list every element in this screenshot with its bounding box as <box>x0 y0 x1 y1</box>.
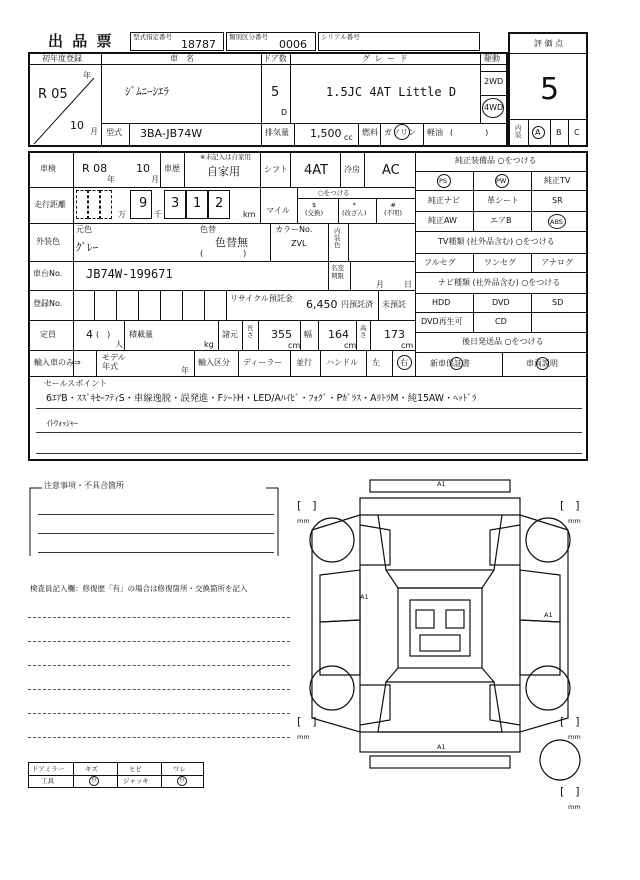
tv-title: TV種類 (社外品含む) ○をつける <box>438 237 555 246</box>
capacity-person-unit: 人 <box>115 340 123 349</box>
fuel-value: ガソリン <box>384 128 416 137</box>
model-value: ｼﾞﾑﾆｰｼｴﾗ <box>125 85 169 98</box>
color-code-label: カラーNo. <box>275 225 313 234</box>
score-value: 5 <box>540 72 560 107</box>
interior-color-label: 内装色 <box>334 227 341 250</box>
legend-tool: 工具 <box>41 777 54 785</box>
type-cert-cell <box>130 32 224 51</box>
inspector-title: 検査員記入欄：修復歴「有」の場合は修復箇所・交換箇所を記入 <box>30 584 248 593</box>
category-cell <box>226 32 316 51</box>
capacity-label: 定員 <box>40 330 56 339</box>
recycle-suffix: 円預託済 <box>341 300 373 309</box>
tv-oneseg: ワンセグ <box>484 258 516 267</box>
drive-4wd: 4WD <box>484 103 504 112</box>
mileage-digit-1: 1 <box>193 196 202 211</box>
mileage-digit-cell-2 <box>88 190 100 219</box>
shaken-label: 車検 <box>40 164 56 173</box>
chassis-value: JB74W-199671 <box>86 267 173 281</box>
height-label: 高さ <box>360 324 367 339</box>
measure-bracket-front-left: [ ] <box>297 499 317 512</box>
score-box <box>508 32 588 147</box>
measure-bracket-rear-left: [ ] <box>297 715 317 728</box>
type-cert-label: 型式指定番号 <box>133 33 172 41</box>
exterior-color-label: 外装色 <box>36 237 60 246</box>
navi-cd: CD <box>495 317 507 326</box>
score-label: 評 価 点 <box>534 39 564 48</box>
equip-sr: SR <box>552 196 563 205</box>
model-label: 車 名 <box>170 54 194 63</box>
handle-right: 右 <box>400 358 408 367</box>
original-color-label: 元色 <box>76 225 92 234</box>
history-label: 車歴 <box>164 164 180 173</box>
equip-aw: 純正AW <box>428 216 457 225</box>
shift-value: 4AT <box>304 163 329 178</box>
import-parallel: 並行 <box>296 358 312 367</box>
original-color-value: ｸﾞﾚｰ <box>76 241 98 254</box>
recycle-unpaid-label: 未預託 <box>382 300 406 309</box>
damage-mark-rear: A1 <box>437 743 446 751</box>
equip-ps: PS <box>439 177 448 185</box>
legend-header-mirror: ドアミラー <box>32 765 65 773</box>
displacement-unit: cc <box>344 133 353 142</box>
interior-option-a: A <box>535 128 541 137</box>
name-change-day-unit: 日 <box>404 280 412 289</box>
measure-bracket-rear-right: [ ] <box>560 715 580 728</box>
first-reg-era: R 05 <box>38 87 68 102</box>
measure-bracket-spare: [ ] <box>560 785 580 798</box>
mileage-circle-note: ○をつける <box>318 189 350 197</box>
dims-label: 諸元 <box>222 330 238 339</box>
load-label: 積載量 <box>129 330 153 339</box>
height-unit: cm <box>401 341 414 350</box>
legend-jack-value: 有 <box>179 777 185 783</box>
mileage-digit-2: 2 <box>215 196 224 211</box>
first-reg-month-unit: 月 <box>90 127 98 136</box>
measure-bracket-front-right: [ ] <box>560 499 580 512</box>
first-reg-month: 10 <box>70 119 84 132</box>
measure-unit-front-left: mm <box>297 517 310 525</box>
shift-label: シフト <box>264 165 288 174</box>
legend-table <box>28 762 204 788</box>
shaken-year-unit: 年 <box>107 175 115 184</box>
width-unit: cm <box>344 341 357 350</box>
mileage-digit-cell-3 <box>100 190 112 219</box>
interior-option-c: C <box>574 128 580 137</box>
grade-value: 1.5JC 4AT Little D <box>326 85 457 99</box>
registration-label: 登録No. <box>33 299 63 308</box>
later-title: 後日発送品 ○をつける <box>462 337 544 346</box>
repaint-paren: ( ) <box>200 249 247 258</box>
handle-left: 左 <box>372 358 380 367</box>
damage-mark-left: A1 <box>360 593 369 601</box>
load-kg: kg <box>204 340 214 349</box>
capacity-value: 4 <box>86 328 93 341</box>
equip-abs: ABS <box>550 218 563 226</box>
legend-tool-value: 有 <box>91 777 97 783</box>
doors-value: 5 <box>271 85 280 100</box>
mileage-sen: 千 <box>154 210 162 219</box>
doors-label: ドア数 <box>263 54 287 63</box>
mileage-unit-tamper: * (改ざん) <box>342 201 367 217</box>
import-dealer: ディーラー <box>243 358 283 367</box>
measure-unit-front-right: mm <box>568 517 581 525</box>
history-value: 自家用 <box>207 165 240 178</box>
interior-option-b: B <box>556 128 562 137</box>
category-value: 0006 <box>279 38 307 51</box>
model-year-unit: 年 <box>181 366 189 375</box>
diesel-label: 軽油 <box>427 128 443 137</box>
mileage-unit-unknown: # (不明) <box>384 201 403 217</box>
mileage-unit-exchange: $ (交換) <box>305 201 324 217</box>
navi-title: ナビ種類 (社外品含む) ○をつける <box>438 278 561 287</box>
later-warranty: 新車保証書 <box>430 359 470 368</box>
mileage-man: 万 <box>118 210 126 219</box>
shaken-month: 10 <box>136 162 150 175</box>
interior-label: 内装 <box>515 124 522 139</box>
navi-dvd-play: DVD再生可 <box>421 317 463 326</box>
later-manual: 車両説明 <box>526 359 558 368</box>
serial-cell <box>318 32 480 51</box>
model-year-label: モデル年式 <box>102 353 126 371</box>
equip-pw: PW <box>496 177 507 185</box>
sales-points-line2: ｲﾄｳｫｯｼｬｰ <box>46 419 78 428</box>
legend-header-break: ワレ <box>173 765 186 773</box>
mileage-km: km <box>243 210 256 219</box>
shaken-year: R 08 <box>82 162 108 175</box>
grade-label: グ レ ー ド <box>362 54 409 63</box>
damage-mark-right: A1 <box>544 611 553 619</box>
repaint-value: 色替無 <box>215 236 248 249</box>
drive-2wd: 2WD <box>484 77 504 86</box>
doors-suffix: D <box>281 108 288 117</box>
equip-leather: 革シート <box>487 196 519 205</box>
color-code-value: ZVL <box>291 239 307 248</box>
import-type-label: 輸入区分 <box>198 358 230 367</box>
car-damage-diagram <box>290 470 590 820</box>
equip-airbag: エアB <box>490 216 512 225</box>
mileage-unit-mile: マイル <box>266 206 290 215</box>
legend-header-scratch: キズ <box>85 765 98 773</box>
history-note: ※未記入は自家用 <box>200 153 251 161</box>
mileage-digit-9: 9 <box>139 196 148 211</box>
type-value: 3BA-JB74W <box>140 127 203 140</box>
tv-analog: アナログ <box>541 258 573 267</box>
ac-value: AC <box>382 163 400 178</box>
length-unit: cm <box>288 341 301 350</box>
recycle-label: リサイクル預託金 <box>230 294 293 303</box>
fuel-label: 燃料 <box>362 128 378 137</box>
drive-label: 駆動 <box>484 54 500 63</box>
mileage-label: 走行距離 <box>34 200 66 209</box>
tv-fullseg: フルセグ <box>424 258 456 267</box>
displacement-label: 排気量 <box>265 128 289 137</box>
measure-unit-spare: mm <box>568 803 581 811</box>
capacity-paren: ( ) <box>96 330 111 339</box>
name-change-month-unit: 月 <box>376 280 384 289</box>
sales-points-label: セールスポイント <box>44 379 108 388</box>
displacement-value: 1,500 <box>310 127 342 140</box>
damage-mark-front: A1 <box>437 480 446 488</box>
equip-tv: 純正TV <box>544 176 571 185</box>
equipment-title: 純正装備品 ○をつける <box>455 156 537 165</box>
ac-label: 冷房 <box>344 165 360 174</box>
navi-sd: SD <box>552 298 564 307</box>
repaint-label: 色替 <box>200 225 216 234</box>
name-change-label: 名変期限 <box>331 264 344 280</box>
navi-hdd: HDD <box>432 298 451 307</box>
type-label: 型式 <box>106 128 122 137</box>
legend-jack: ジャッキ <box>123 777 149 785</box>
measure-unit-rear-right: mm <box>568 733 581 741</box>
type-cert-value: 18787 <box>181 38 216 51</box>
measure-unit-rear-left: mm <box>297 733 310 741</box>
diesel-paren: ( ) <box>450 128 489 137</box>
first-reg-year-unit: 年 <box>83 71 91 80</box>
recycle-value: 6,450 <box>306 298 338 311</box>
width-value: 164 <box>328 328 349 341</box>
first-reg-label: 初年度登録 <box>42 54 82 63</box>
mileage-digit-3: 3 <box>171 196 180 211</box>
sales-points-line1: 6ｴｱB・ｽｽﾞｷｾｰﾌﾃｨS・車線逸脱・誤発進・FｼｰﾄH・LED/Aﾊｲﾋﾞ・ﾌｫｸﾞ・Pｶﾞﾗｽ・AﾘﾄﾗM・純15AW・ﾍｯﾄﾞﾗ <box>46 393 477 404</box>
legend-header-crack: ヒビ <box>129 765 142 773</box>
length-value: 355 <box>271 328 292 341</box>
equip-navi: 純正ナビ <box>428 196 460 205</box>
notes-title: 注意事項・不具合箇所 <box>44 481 124 490</box>
handle-label: ハンドル <box>326 358 358 367</box>
serial-label: シリアル番号 <box>321 33 360 41</box>
mileage-digit-cell-1 <box>76 190 88 219</box>
width-label: 幅 <box>304 330 312 339</box>
length-label: 長さ <box>247 324 254 339</box>
import-label: 輸入車のみ⇒ <box>34 358 81 367</box>
category-label: 類別区分番号 <box>229 33 268 41</box>
form-title: 出 品 票 <box>48 32 114 50</box>
shaken-month-unit: 月 <box>151 175 159 184</box>
height-value: 173 <box>384 328 405 341</box>
chassis-label: 車台No. <box>33 269 63 278</box>
navi-dvd: DVD <box>492 298 510 307</box>
